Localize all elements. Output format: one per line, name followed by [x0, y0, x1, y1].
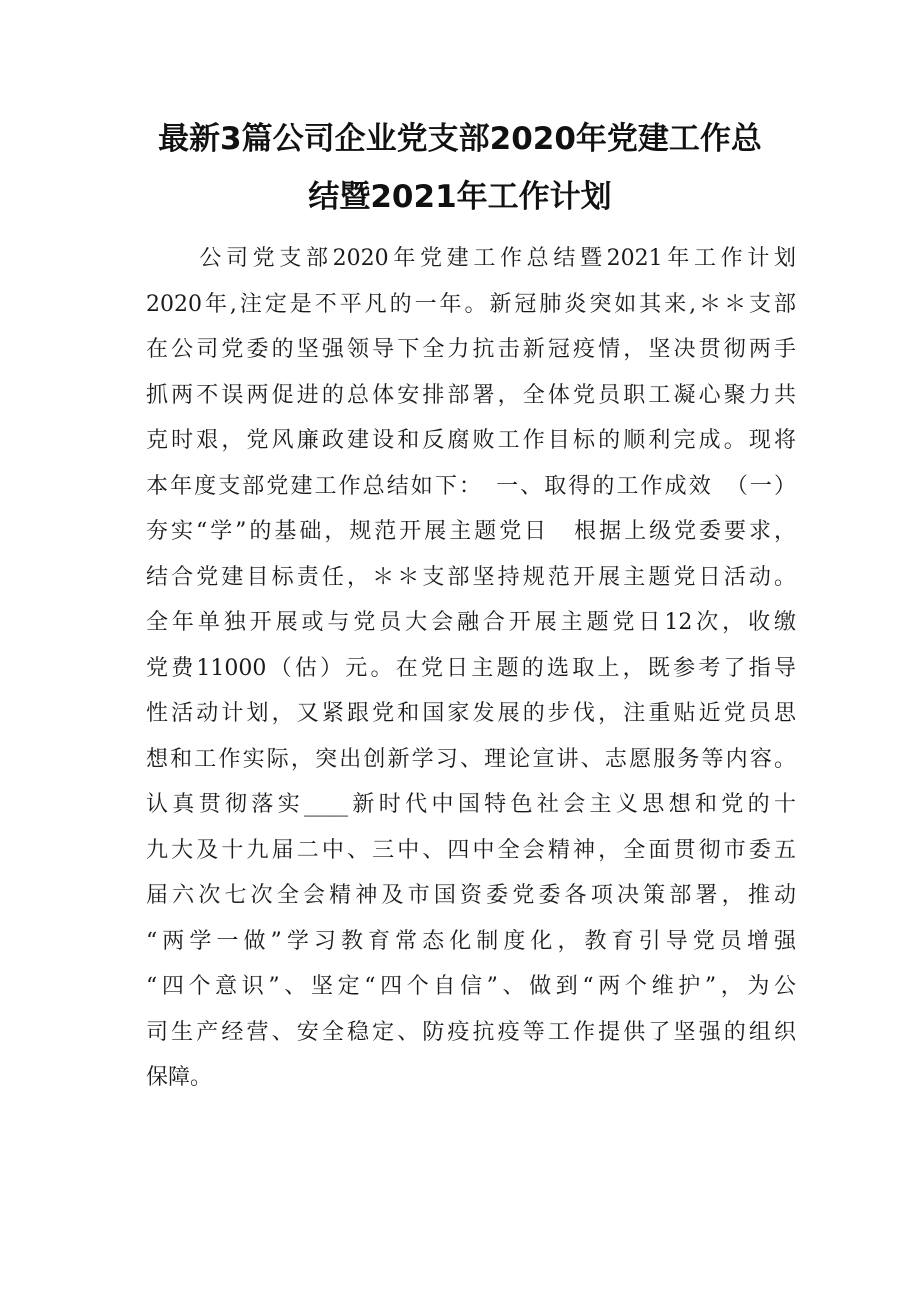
body-line: 2020年,注定是不平凡的一年。新冠肺炎突如其来,＊＊支部: [146, 291, 796, 317]
body-line: 结合党建目标责任，＊＊支部坚持规范开展主题党日活动。: [146, 564, 796, 590]
body-line: 在公司党委的坚强领导下全力抗击新冠疫情，坚决贯彻两手: [146, 337, 796, 362]
body-line: 克时艰，党风廉政建设和反腐败工作目标的顺利完成。现将: [146, 428, 796, 453]
body-line: 届六次七次全会精神及市国资委党委各项决策部署，推动: [146, 883, 796, 908]
body-line: 全年单独开展或与党员大会融合开展主题党日12次，收缴: [146, 610, 796, 635]
document-title-line-1: 最新3篇公司企业党支部2020年党建工作总: [158, 121, 762, 157]
document-body: [146, 236, 796, 1101]
document-title-line-2: 结暨2021年工作计划: [308, 179, 612, 215]
body-line: “两学一做”学习教育常态化制度化，教育引导党员增强: [146, 928, 796, 954]
body-line: 性活动计划，又紧跟党和国家发展的步伐，注重贴近党员思: [146, 701, 796, 726]
body-line: 九大及十九届二中、三中、四中全会精神，全面贯彻市委五: [146, 837, 796, 863]
body-line: 保障。: [146, 1065, 213, 1090]
body-line: 想和工作实际，突出创新学习、理论宣讲、志愿服务等内容。: [146, 746, 796, 772]
body-line: 夯实“学”的基础，规范开展主题党日 根据上级党委要求，: [146, 519, 796, 544]
body-line: 认真贯彻落实____新时代中国特色社会主义思想和党的十: [146, 792, 796, 817]
body-line: 公司党支部2020年党建工作总结暨2021年工作计划: [146, 246, 796, 271]
body-line: 本年度支部党建工作总结如下： 一、取得的工作成效 （一）: [146, 473, 796, 499]
body-line: 抓两不误两促进的总体安排部署，全体党员职工凝心聚力共: [146, 382, 796, 408]
body-line: 司生产经营、安全稳定、防疫抗疫等工作提供了坚强的组织: [146, 1019, 796, 1045]
body-line: 党费11000（估）元。在党日主题的选取上，既参考了指导: [146, 655, 796, 681]
body-line: “四个意识”、坚定“四个自信”、做到“两个维护”，为公: [146, 974, 796, 999]
